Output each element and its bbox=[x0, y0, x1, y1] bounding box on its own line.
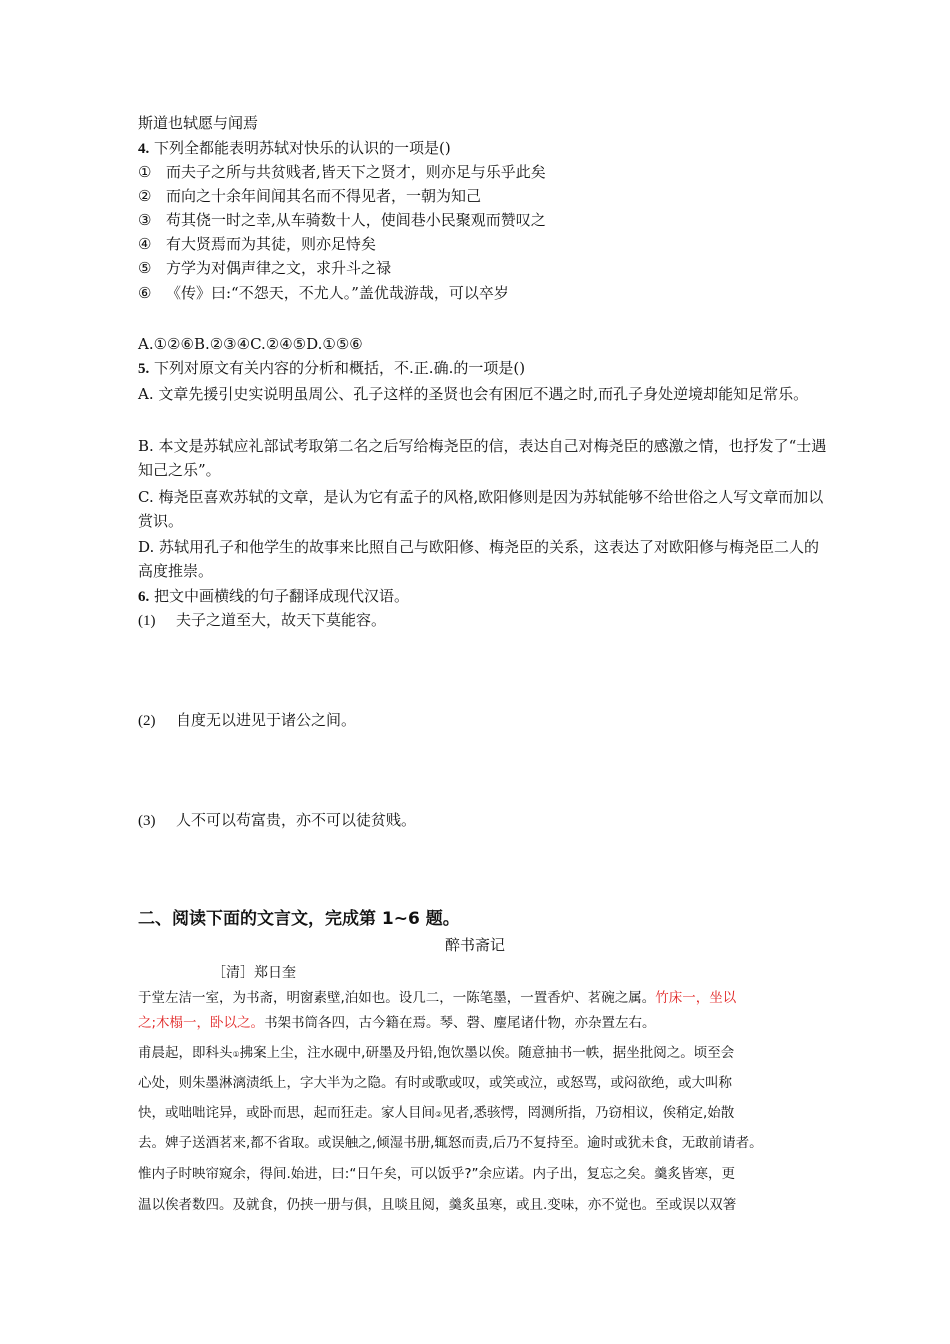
text-span: 书架书筒各四，古今籍在焉。琴、磬、麈尾诸什物，亦杂置左右。 bbox=[264, 1015, 656, 1031]
highlighted-text: 竹床一，坐以 bbox=[655, 990, 737, 1006]
q4-item bbox=[138, 283, 509, 303]
q5-stem-line bbox=[138, 358, 525, 379]
item-text: 方学为对偶声律之文，求升斗之禄 bbox=[166, 259, 392, 277]
q4-item bbox=[138, 210, 546, 230]
q5-option-c: C. 梅尧臣喜欢苏轼的文章，是认为它有孟子的风格,欧阳修则是因为苏轼能够不给世俗之人写文章而加以赏识。 bbox=[138, 488, 824, 530]
passage-line bbox=[138, 1103, 734, 1125]
q6-item bbox=[138, 610, 386, 631]
q6-item bbox=[138, 810, 416, 831]
item-text: 《传》曰:“不怨天，不尤人。”盖优哉游哉，可以卒岁 bbox=[166, 284, 509, 302]
q4-options: A.①②⑥B.②③④C.②④⑤D.①⑤⑥ bbox=[138, 335, 363, 353]
q4-item bbox=[138, 258, 391, 278]
q4-number: 4. bbox=[138, 141, 150, 157]
passage-line bbox=[138, 1043, 734, 1065]
item-mark: ③ bbox=[138, 211, 152, 229]
passage-line: 去。婢子送酒茗来,都不省取。或误触之,倾湿书册,辄怒而责,后乃不复持至。逾时或犹未食，无敢前请者。 bbox=[138, 1135, 763, 1151]
item-text: 夫子之道至大，故天下莫能容。 bbox=[176, 611, 387, 629]
top-line: 斯道也轼愿与闻焉 bbox=[138, 114, 259, 132]
q5-option-b: B. 本文是苏轼应礼部试考取第二名之后写给梅尧臣的信，表达自己对梅尧臣的感激之情，也抒发了“士遇知己之乐”。 bbox=[138, 437, 827, 479]
item-text: 有大贤焉而为其徒，则亦足恃矣 bbox=[166, 235, 377, 253]
passage-title: 醉书斋记 bbox=[444, 936, 505, 954]
item-mark: (1) bbox=[138, 613, 156, 629]
item-text: 苟其侥一时之幸,从车骑数十人，使闾巷小民聚观而赞叹之 bbox=[166, 211, 546, 229]
passage-line bbox=[138, 1013, 656, 1033]
q4-item bbox=[138, 234, 376, 254]
passage-line bbox=[138, 988, 736, 1008]
item-mark: ⑤ bbox=[138, 259, 152, 277]
text-span: 见者,悉骇愕，罔测所指，乃窃相议，俟稍定,始散 bbox=[442, 1105, 735, 1121]
item-mark: ① bbox=[138, 163, 152, 181]
item-text: 自度无以进见于诸公之间。 bbox=[176, 711, 357, 729]
q4-item bbox=[138, 186, 481, 206]
passage-line: 心处，则朱墨淋漓渍纸上，字大半为之隐。有时或歌或叹，或笑或泣，或怒骂，或闷欲绝，或大叫称 bbox=[138, 1075, 732, 1091]
item-mark: (2) bbox=[138, 713, 156, 729]
section-heading: 二、阅读下面的文言文，完成第 1~6 题。 bbox=[138, 909, 460, 929]
q6-stem: 把文中画横线的句子翻译成现代汉语。 bbox=[154, 587, 410, 605]
item-mark: ④ bbox=[138, 235, 152, 253]
item-text: 而夫子之所与共贫贱者,皆天下之贤才，则亦足与乐乎此矣 bbox=[166, 163, 546, 181]
text-span: 于堂左洁一室，为书斋，明窗素壁,泊如也。设几二，一陈笔墨，一置香炉、茗碗之属。 bbox=[138, 990, 656, 1006]
q4-stem-line bbox=[138, 138, 451, 159]
q5-option-a: A. 文章先援引史实说明虽周公、孔子这样的圣贤也会有困厄不遇之时,而孔子身处逆境却能知足常乐。 bbox=[138, 385, 809, 403]
passage-author: ［清］郑日奎 bbox=[212, 965, 296, 981]
q6-item bbox=[138, 710, 356, 731]
q6-stem-line bbox=[138, 586, 409, 607]
q4-item bbox=[138, 162, 546, 182]
item-mark: (3) bbox=[138, 813, 156, 829]
q6-number: 6. bbox=[138, 589, 150, 605]
passage-line: 温以俟者数四。及就食，仍挟一册与俱，且啖且阅，羹炙虽寒，或且.变味，亦不觉也。至或误以双箸 bbox=[138, 1197, 737, 1213]
q5-number: 5. bbox=[138, 361, 150, 377]
highlighted-text: 之;木榻一，卧以之。 bbox=[138, 1015, 265, 1031]
item-mark: ⑥ bbox=[138, 284, 152, 302]
item-text: 人不可以苟富贵，亦不可以徒贫贱。 bbox=[176, 811, 417, 829]
passage-line: 惟内子时映帘窥余，得间.始进，曰:“日午矣，可以饭乎?”余应诺。内子出，复忘之矣。羹炙皆寒，更 bbox=[138, 1166, 735, 1182]
text-span: 甫晨起，即科头 bbox=[138, 1045, 233, 1061]
item-text: 而向之十余年间闻其名而不得见者，一朝为知己 bbox=[166, 187, 482, 205]
footnote-marker: ① bbox=[232, 1050, 240, 1059]
q4-stem: 下列全都能表明苏轼对快乐的认识的一项是() bbox=[154, 139, 451, 157]
q5-stem: 下列对原文有关内容的分析和概括，不.正.确.的一项是() bbox=[154, 359, 526, 377]
text-span: 快，或咄咄诧异，或卧而思，起而狂走。家人目间 bbox=[138, 1105, 435, 1121]
text-span: 拂案上尘，注水砚中,研墨及丹铅,饱饮墨以俟。随意抽书一帙，据坐批阅之。顷至会 bbox=[239, 1045, 735, 1061]
footnote-marker: ② bbox=[435, 1110, 443, 1119]
item-mark: ② bbox=[138, 187, 152, 205]
q5-option-d: D. 苏轼用孔子和他学生的故事来比照自己与欧阳修、梅尧臣的关系，这表达了对欧阳修与梅尧臣二人的高度推崇。 bbox=[138, 538, 820, 580]
